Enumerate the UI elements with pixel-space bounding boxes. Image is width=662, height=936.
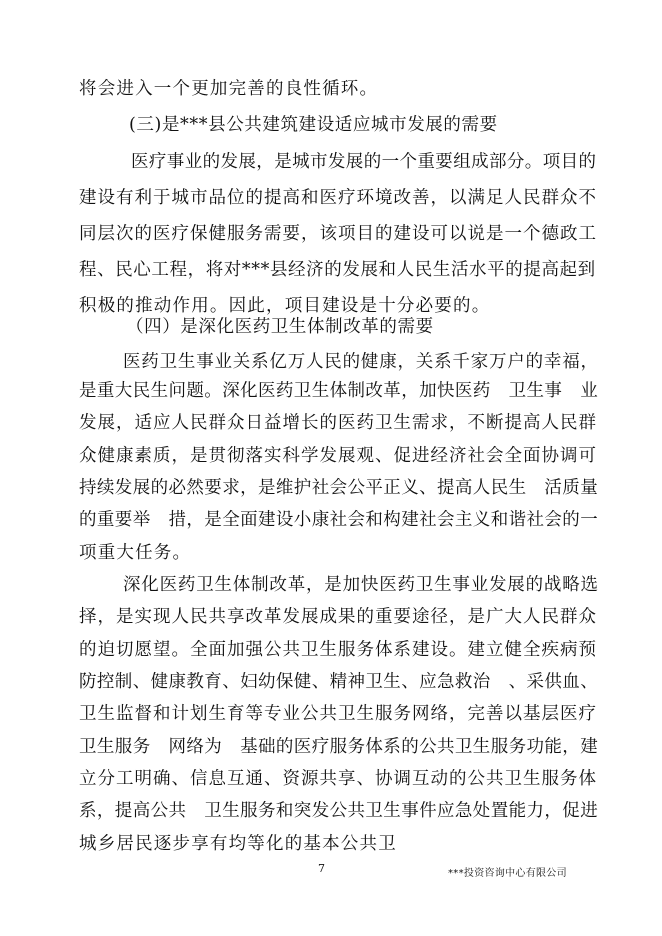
text-line-19: 防控制、健康教育、妇幼保健、精神卫生、应急救治 、采供血、 xyxy=(79,672,599,692)
text-line-17: 择，是实现人民共享改革发展成果的重要途径，是广大人民群众 xyxy=(79,607,597,627)
text-line-22: 立分工明确、信息互通、资源共享、协调互动的公共卫生服务体 xyxy=(79,769,597,789)
text-line-15: 项重大任务。 xyxy=(79,543,192,563)
text-line-4: 建设有利于城市品位的提高和医疗环境改善，以满足人民群众不 xyxy=(79,188,597,208)
text-line-12: 众健康素质，是贯彻落实科学发展观、促进经济社会全面协调可 xyxy=(79,446,597,466)
text-line-6: 程、民心工程，将对***县经济的发展和人民生活水平的提高起到 xyxy=(79,260,596,280)
text-line-13: 持续发展的必然要求，是维护社会公平正义、提高人民生 活质量 xyxy=(79,478,599,498)
text-line-23: 系，提高公共 卫生服务和突发公共卫生事件应急处置能力，促进 xyxy=(79,801,599,821)
text-line-10: 是重大民生问题。深化医药卫生体制改革，加快医药 卫生事 业 xyxy=(79,381,599,401)
text-line-3: 医疗事业的发展，是城市发展的一个重要组成部分。项目的 xyxy=(131,152,597,172)
text-line-9: 医药卫生事业关系亿万人民的健康，关系千家万户的幸福， xyxy=(123,352,599,372)
text-line-20: 卫生监督和计划生育等专业公共卫生服务网络，完善以基层医疗 xyxy=(79,704,597,724)
text-line-1: 将会进入一个更加完善的良性循环。 xyxy=(79,79,379,99)
text-line-14: 的重要举 措，是全面建设小康社会和构建社会主义和谐社会的一 xyxy=(79,510,599,530)
section-heading-3: (三)是***县公共建筑建设适应城市发展的需要 xyxy=(129,115,498,135)
text-line-16: 深化医药卫生体制改革，是加快医药卫生事业发展的战略选 xyxy=(123,575,599,595)
text-line-18: 的迫切愿望。全面加强公共卫生服务体系建设。建立健全疾病预 xyxy=(79,640,597,660)
footer-company-name: ***投资咨询中心有限公司 xyxy=(448,868,567,879)
section-heading-4: （四）是深化医药卫生体制改革的需要 xyxy=(126,317,434,337)
text-line-24: 城乡居民逐步享有均等化的基本公共卫 xyxy=(79,834,397,854)
text-line-5: 同层次的医疗保健服务需要，该项目的建设可以说是一个德政工 xyxy=(79,224,597,244)
text-line-11: 发展，适应人民群众日益增长的医药卫生需求，不断提高人民群 xyxy=(79,413,597,433)
text-line-21: 卫生服务 网络为 基础的医疗服务体系的公共卫生服务功能，建 xyxy=(79,737,599,757)
text-line-7: 积极的推动作用。因此，项目建设是十分必要的。 xyxy=(79,296,491,316)
page-number: 7 xyxy=(318,862,325,875)
